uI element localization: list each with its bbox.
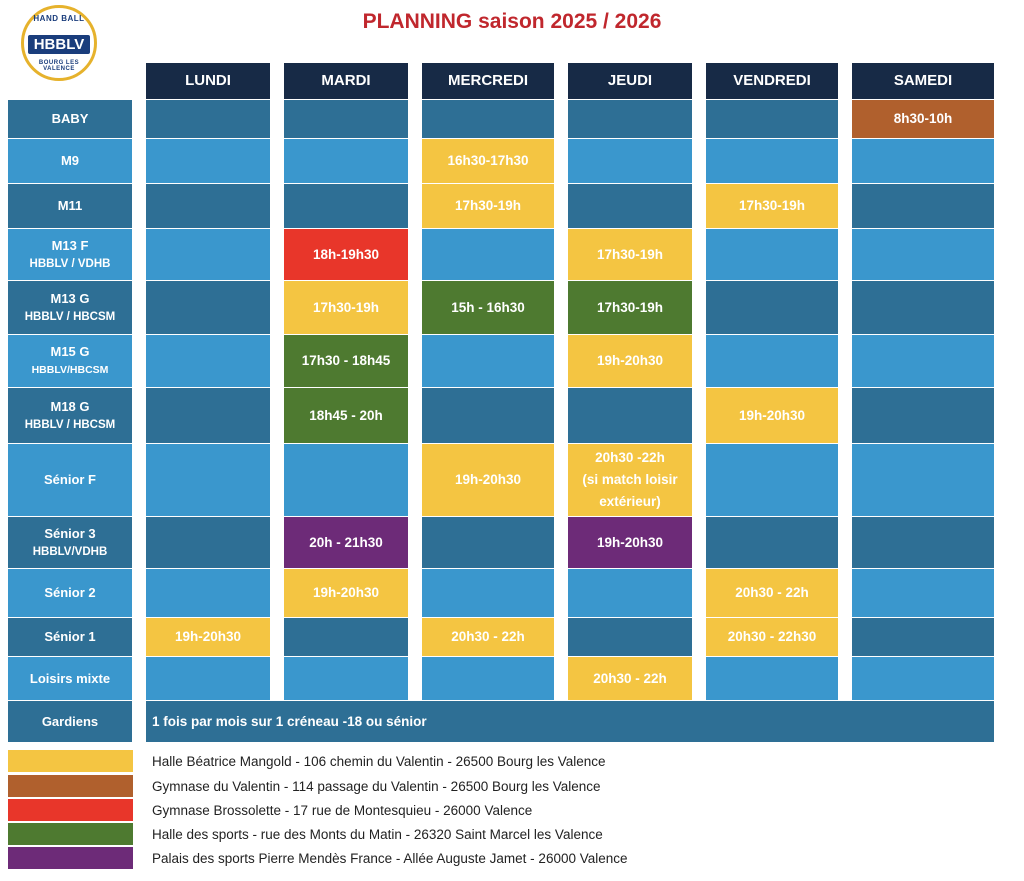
slot-m13g-mercredi: 15h - 16h30	[422, 281, 554, 334]
row-label-line1: M13 G	[50, 290, 90, 306]
corner-blank	[8, 63, 132, 99]
day-header-vendredi: VENDREDI	[706, 63, 838, 99]
day-header-lundi: LUNDI	[146, 63, 270, 99]
slot	[422, 229, 554, 280]
legend-text: Halle des sports - rue des Monts du Matin - 26320 Saint Marcel les Valence	[152, 826, 603, 842]
row-label-line1: M13 F	[51, 237, 89, 253]
slot	[568, 569, 692, 617]
row-label-line1: M15 G	[50, 344, 90, 359]
legend-text: Gymnase Brossolette - 17 rue de Montesquieu - 26000 Valence	[152, 802, 533, 818]
legend-text: Halle Béatrice Mangold - 106 chemin du Valentin - 26500 Bourg les Valence	[152, 753, 606, 769]
slot	[422, 657, 554, 700]
row-label-m13g	[8, 281, 132, 334]
legend-swatch-purple	[8, 847, 133, 869]
row-label-senior-3	[8, 517, 132, 568]
slot-senior1-mercredi: 20h30 - 22h	[422, 618, 554, 656]
slot	[146, 388, 270, 443]
slot	[706, 139, 838, 183]
row-label-senior-f: Sénior F	[8, 444, 132, 516]
slot-m13f-mardi: 18h-19h30	[284, 229, 408, 280]
slot-loisirs-jeudi: 20h30 - 22h	[568, 657, 692, 700]
slot	[568, 100, 692, 138]
legend-swatch-yellow	[8, 750, 133, 772]
slot	[284, 618, 408, 656]
slot-m15g-jeudi: 19h-20h30	[568, 335, 692, 387]
slot-seniorf-mercredi: 19h-20h30	[422, 444, 554, 516]
slot-m18g-vendredi: 19h-20h30	[706, 388, 838, 443]
row-label-line1: Sénior 3	[44, 525, 96, 541]
slot	[706, 281, 838, 334]
slot	[852, 139, 994, 183]
logo-bottom-text: BOURG LES VALENCE	[38, 60, 80, 72]
slot	[706, 444, 838, 516]
legend-swatch-green	[8, 823, 133, 845]
row-label-line2: HBBLV/VDHB	[32, 545, 108, 558]
row-label-senior-2: Sénior 2	[8, 569, 132, 617]
slot	[706, 517, 838, 568]
day-header-mercredi: MERCREDI	[422, 63, 554, 99]
slot	[568, 388, 692, 443]
slot	[706, 100, 838, 138]
slot-m13f-jeudi: 17h30-19h	[568, 229, 692, 280]
day-header-mardi: MARDI	[284, 63, 408, 99]
legend-swatch-brown	[8, 775, 133, 797]
slot	[706, 657, 838, 700]
slot	[146, 100, 270, 138]
slot	[146, 139, 270, 183]
slot	[284, 657, 408, 700]
slot	[146, 657, 270, 700]
slot-seniorf-jeudi: 20h30 -22h (si match loisir extérieur)	[568, 444, 692, 516]
slot	[422, 100, 554, 138]
legend-swatch-red	[8, 799, 133, 821]
row-label-m15g	[8, 335, 132, 387]
row-label-m9: M9	[8, 139, 132, 183]
slot-m18g-mardi: 18h45 - 20h	[284, 388, 408, 443]
slot	[568, 618, 692, 656]
slot	[284, 184, 408, 228]
slot	[852, 229, 994, 280]
slot	[852, 569, 994, 617]
slot-senior3-mardi: 20h - 21h30	[284, 517, 408, 568]
slot	[706, 229, 838, 280]
slot	[706, 335, 838, 387]
slot	[852, 444, 994, 516]
slot-baby-samedi: 8h30-10h	[852, 100, 994, 138]
legend-item	[8, 823, 603, 845]
legend-item	[8, 847, 628, 869]
slot	[852, 618, 994, 656]
slot	[568, 184, 692, 228]
slot-senior2-vendredi: 20h30 - 22h	[706, 569, 838, 617]
row-label-baby: BABY	[8, 100, 132, 138]
legend-item	[8, 750, 606, 772]
slot-senior2-mardi: 19h-20h30	[284, 569, 408, 617]
row-label-line1: M18 G	[50, 398, 90, 414]
slot	[852, 517, 994, 568]
slot	[422, 388, 554, 443]
logo-top-text: HAND BALL	[33, 14, 85, 23]
slot	[852, 335, 994, 387]
row-label-m11: M11	[8, 184, 132, 228]
slot-m11-vendredi: 17h30-19h	[706, 184, 838, 228]
row-label-m13f	[8, 229, 132, 280]
slot	[146, 517, 270, 568]
legend-text: Palais des sports Pierre Mendès France - Allée Auguste Jamet - 26000 Valence	[152, 850, 628, 866]
slot-m13g-jeudi: 17h30-19h	[568, 281, 692, 334]
slot	[146, 444, 270, 516]
slot-m13g-mardi: 17h30-19h	[284, 281, 408, 334]
row-label-gardiens: Gardiens	[8, 701, 132, 742]
legend-item	[8, 775, 601, 797]
slot	[284, 100, 408, 138]
row-label-loisirs-mixte: Loisirs mixte	[8, 657, 132, 700]
slot-senior1-vendredi: 20h30 - 22h30	[706, 618, 838, 656]
logo-main-text: HBBLV	[28, 35, 90, 54]
slot	[422, 335, 554, 387]
slot	[146, 335, 270, 387]
slot-m9-mercredi: 16h30-17h30	[422, 139, 554, 183]
slot	[146, 281, 270, 334]
slot	[852, 281, 994, 334]
day-header-samedi: SAMEDI	[852, 63, 994, 99]
slot	[284, 444, 408, 516]
row-label-line2: HBBLV / HBCSM	[24, 418, 116, 431]
slot	[146, 569, 270, 617]
day-header-jeudi: JEUDI	[568, 63, 692, 99]
slot	[852, 657, 994, 700]
row-label-m18g	[8, 388, 132, 443]
slot	[284, 139, 408, 183]
slot	[146, 229, 270, 280]
legend-text: Gymnase du Valentin - 114 passage du Valentin - 26500 Bourg les Valence	[152, 778, 601, 794]
page-title: PLANNING saison 2025 / 2026	[362, 10, 662, 33]
slot-senior1-lundi: 19h-20h30	[146, 618, 270, 656]
row-label-senior-1: Sénior 1	[8, 618, 132, 656]
row-label-line2: HBBLV / VDHB	[29, 257, 111, 270]
slot	[568, 139, 692, 183]
row-label-line2: HBBLV / HBCSM	[24, 310, 116, 323]
slot	[422, 517, 554, 568]
row-label-line2: HBBLV/HBCSM	[31, 364, 109, 376]
slot-m11-mercredi: 17h30-19h	[422, 184, 554, 228]
slot-m15g-mardi: 17h30 - 18h45	[284, 335, 408, 387]
slot	[852, 184, 994, 228]
slot	[852, 388, 994, 443]
slot	[422, 569, 554, 617]
slot	[146, 184, 270, 228]
slot-senior3-jeudi: 19h-20h30	[568, 517, 692, 568]
schedule-grid	[8, 63, 1016, 729]
gardiens-note: 1 fois par mois sur 1 créneau -18 ou sénior	[146, 701, 994, 742]
legend-item	[8, 799, 532, 821]
